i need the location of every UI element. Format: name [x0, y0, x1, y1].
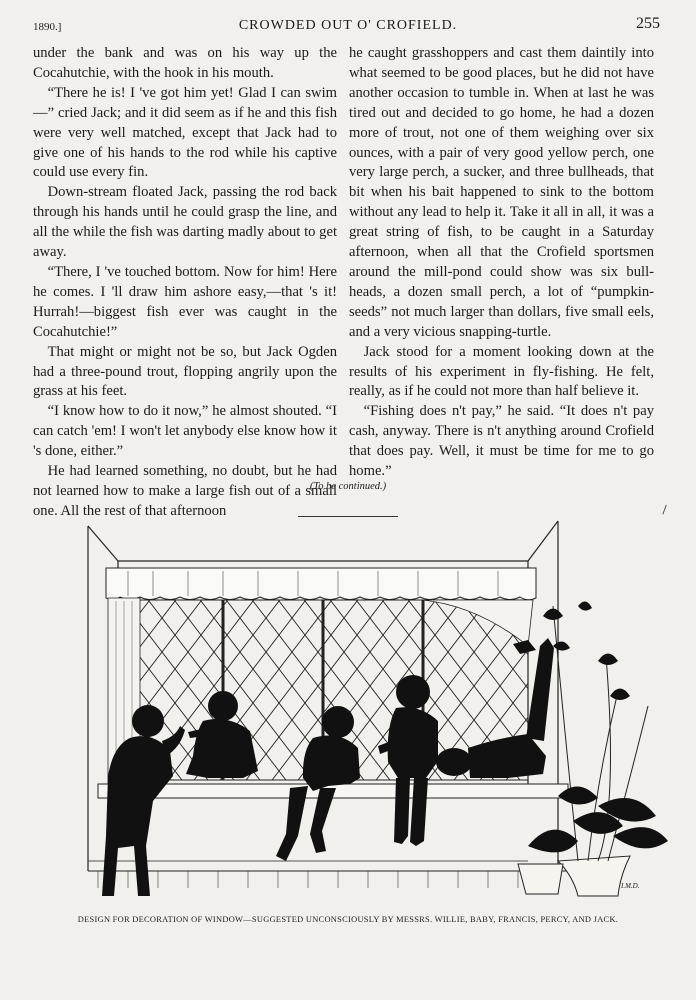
left-column — [33, 44, 337, 522]
page-number: 255 — [636, 15, 660, 32]
paragraph: “Fishing does n't pay,” he said. “It does n't pay cash, anyway. There is n't anything around Crofield that does pay. Well, it must be time for me to go home.” — [349, 403, 654, 480]
valance-curtain — [106, 568, 536, 600]
paragraph: he caught grasshoppers and cast them daintily into what seemed to be good places, but he did not have another occasion to tumble in. When at last he was tired out and decided to go home, he had a dozen more of trout, not one of them weighing over six ounces, with a pair of very good yellow perch, one very large perch, a sucker, and three bullheads, that bit when his bait happened to sink to the bottom without any lead to help it. Take it all in all, it was a great string of fish, to be caught in a Saturday afternoon, when all that the Crofield sportsmen around the mill-pond could show was six bull-heads, a dozen small perch, a lot of “pumpkin-seeds” not much larger than dollars, five small eels, and a very vicious snapping-turtle. — [349, 45, 654, 340]
window-silhouette-illustration — [58, 516, 670, 906]
paragraph: “There he is! I 've got him yet! Glad I can swim—” cried Jack; and it did seem as if he and this fish were very well matched, except that Jack had to give one of his hands to the rod while his captive could use every fin. — [33, 84, 337, 181]
right-column — [349, 44, 654, 482]
paragraph: That might or might not be so, but Jack Ogden had a three-pound trout, flopping angrily upon the grass at his feet. — [33, 343, 337, 400]
paragraph: Jack stood for a moment looking down at the results of his experiment in fly-fishing. He felt, really, as if he could not more than half believe it. — [349, 343, 654, 400]
paragraph: “There, I 've touched bottom. Now for him! Here he comes. I 'll draw him ashore easy,—that 's it! Hurrah!—biggest fish ever was caught in the Cocahutchie!” — [33, 263, 337, 340]
illustration-caption: DESIGN FOR DECORATION OF WINDOW—SUGGESTED UNCONSCIOUSLY BY MESSRS. WILLIE, BABY, FRANCIS, PERCY, AND JACK. — [77, 915, 619, 924]
to-be-continued-note: (To be continued.) — [309, 481, 387, 492]
paragraph: under the bank and was on his way up the Cocahutchie, with the hook in his mouth. — [33, 45, 337, 81]
margin-mark — [662, 505, 668, 515]
artist-signature: I.M.D. — [621, 882, 640, 890]
running-title: CROWDED OUT O' CROFIELD. — [238, 18, 458, 33]
paragraph: “I know how to do it now,” he almost shouted. “I can catch 'em! I won't let anybody else know how it 's done, either.” — [33, 403, 337, 460]
paragraph: He had learned something, no doubt, but he had not learned how to make a large fish out of a small one. All the rest of that afternoon — [33, 463, 337, 519]
header-year: 1890.] — [33, 21, 62, 33]
paragraph: Down-stream floated Jack, passing the rod back through his hands until he could grasp the line, and all the while the fish was darting madly about to get away. — [33, 184, 337, 261]
